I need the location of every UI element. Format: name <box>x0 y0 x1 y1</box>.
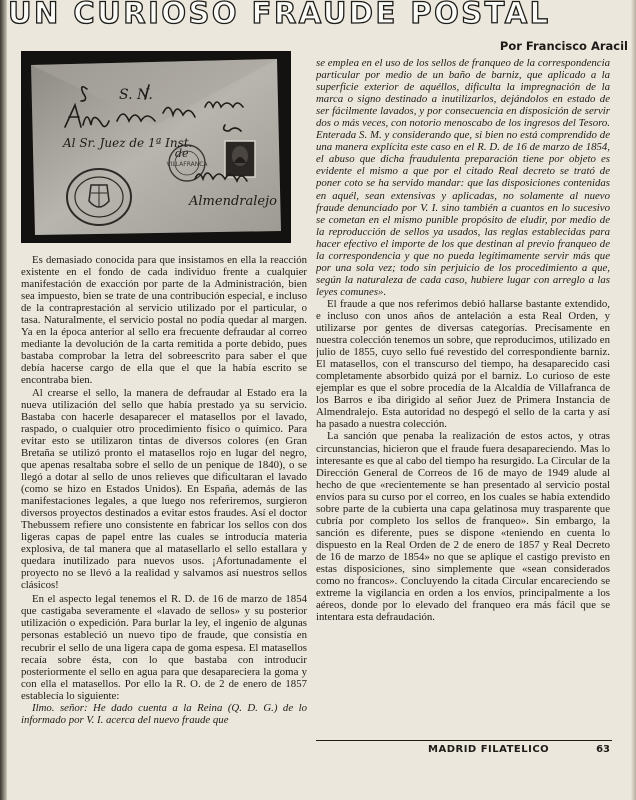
handwriting-sn: S. N. <box>119 87 153 103</box>
right-paragraph-2: El fraude a que nos referimos debió hallarse bastante extendido, e incluso con unos años de antelación a esta Real Orden, y utilizarse por gentes de diversas categorías. Precisamente en nuestra colección tenemos un sobre, que reproducimos, utilizado en julio de 1855, cuyo sello fué revestido del correspondiente barniz. El matasellos, con el transcurso del tiempo, ha desaparecido casi completamente absorbido quizá por el barniz. Lo curioso de este ejemplar es que el sobre procedía de la Alcaldía de Villafranca de los Barros e iba dirigido al señor Juez de Primera Instancia de Almendralejo. Esta autoridad no despegó el sello de la carta y así ha pasado a nuestra colección. <box>316 297 610 431</box>
handwriting-town: Almendralejo <box>189 194 277 209</box>
article-title: UN CURIOSO FRAUDE POSTAL <box>8 0 551 30</box>
page-number: 63 <box>596 744 610 755</box>
page-footer <box>316 740 612 762</box>
handwriting-de: de <box>175 147 189 160</box>
left-paragraph-2: Al crearse el sello, la manera de defraudar al Estado era la nueva utilización del sello que había prestado ya su servicio. Bastaba con hacerle desaparecer el matasellos por el lavado, raspado, o cualquier otro procedimiento físico o químico. Para evitar esto se utilizaron tintas de diversos colores (en Gran Bretaña se utilizó pronto el matasellos rojo en lugar del negro, que apenas resaltaba sobre el sello de un penique de 1840), o se llegó a dotar al sello de unos relieves que dificultaran el lavado (como se hizo en Estados Unidos). En España, además de las manifestaciones legales, a que luego nos referiremos, surgieron diversos proyectos destinados a evitar estos fraudes. Así el doctor Thebussem refiere uno consistente en fabricar los sellos con dos ligeras capas de papel entre las cuales se introducía materia explosiva, de tal manera que al matasellarlo el sello estallara y quedara inutilizado para nuevos usos. ¡Afortunadamente el proyecto no se llevó a la realidad y salvamos así nuestros sellos clásicos! <box>21 386 307 592</box>
footer-rule <box>316 740 612 741</box>
page-binding-edge <box>0 0 7 800</box>
right-paragraph-3: La sanción que penaba la realización de estos actos, y otras circunstancias, hicieron que el fraude fuera desapareciendo. Mas lo interesante es que al cabo del tiempo ha resurgido. La Circular de la Dirección General de Correos de 16 de mayo de 1949 alude al hecho de que «recientemente se han presentado al servicio postal envíos para su curso por el correo, en los cuales se había extendido sobre parte de la cubierta una capa gelatinosa muy trasparente que cubría por completo los sellos de franqueo». Sin embargo, la sanción es diferente, pues se dispone «teniendo en cuenta lo dispuesto en la Real Orden de 2 de enero de 1857 y Real Decreto de 16 de marzo de 1854» no que se aplique el castigo previsto en estas disposiciones, sino simplemente que «sean considerados como no francos». Concluyendo la citada Circular encareciendo se extreme la vigilancia en orden a los envíos, principalmente a los aéreos, donde por lo elevado del franqueo era más fácil que se intentara esta defraudación. <box>316 430 610 624</box>
article-right-column <box>316 57 610 755</box>
left-quote-start: Ilmo. señor: He dado cuenta a la Reina (Q. D. G.) de lo informado por V. I. acerca del nuevo fraude que <box>21 701 307 726</box>
left-paragraph-1: Es demasiado conocida para que insistamos en ella la reacción existente en el fondo de cada individuo frente a cualquier manifestación de exacción por parte de la Administración, bien sea impuesto, bien se trate de una contribución especial, e incluso de la contraprestación al servicio utilizado por el particular, o tasa. Naturalmente, el servicio postal no podía quedar al margen. Ya en la época anterior al sello era frecuente defraudar al correo mediante la devolución de la carta remitida a porte debido, pues bastaba comprobar la letra del sobreescrito para saber el que debía hacerse cargo de ella que el que la había escrito se encontraba bien. <box>21 254 307 387</box>
magazine-name: MADRID FILATELICO <box>428 744 550 755</box>
article-byline: Por Francisco Aracil <box>499 39 628 53</box>
right-quote-continuation: se emplea en el uso de los sellos de franqueo de la correspondencia particular por medio de un baño de barniz, que aplicado a la superficie exterior de aquéllos, dificulta la impregnación de la marca o signo destinado a inutilizarlos, dejándolos en estado de ser fácilmente lavados, y por consecuencia en disposición de servir dos o más veces, con notorio menoscabo de los ingresos del Tesoro. Enterada S. M. y considerando que, si bien no está comprendido de una manera explícita este caso en el R. D. de 16 de marzo de 1854, el abuso que dicha fraudulenta preparación tiene por objeto es evidente el mismo a que por el citado Real decreto se trató de poner coto se ha servido mandar: que las disposiciones contenidas en aquél, sean extensivas y aplicadas, no solamente al nuevo fraude denunciado por V. I. sino también a cuantos en lo sucesivo se cometan en el mismo punible propósito de eludir, por medio de la reproducción de sellos ya usados, las reglas establecidas para hacer efectivo el importe de los que destinan al previo franqueo de la correspondencia y que no pueda legítimamente servir más que por una sola vez; todo sin perjuicio de los procedimiento a que, según la naturaleza de cada caso, hubiere lugar con arreglo a las leyes comunes». <box>316 57 610 298</box>
envelope-illustration <box>25 55 287 239</box>
page-right-edge <box>631 0 636 800</box>
postage-stamp-icon <box>225 141 255 177</box>
handwriting-addressee: Al Sr. Juez de 1ª Inst. <box>63 136 193 150</box>
envelope-photo <box>21 51 291 243</box>
article-left-column <box>21 254 307 790</box>
left-paragraph-3: En el aspecto legal tenemos el R. D. de 16 de marzo de 1854 que castigaba severamente el «lavado de sellos» y su posterior utilización o expedición. Para burlar la ley, el ingenio de algunas personas estableció un nuevo tipo de fraude, que consistía en recubrir el sello de una ligera capa de goma espesa. El matasellos recaía sobre ésta, con lo que bastaba con introducir posteriormente el sello en agua para que desapareciera la goma y con ella el matasellos. Por ello la R. O. de 2 de enero de 1857 establecía lo siguiente: <box>21 593 307 702</box>
svg-text:VILLAFRANCA: VILLAFRANCA <box>166 161 208 168</box>
